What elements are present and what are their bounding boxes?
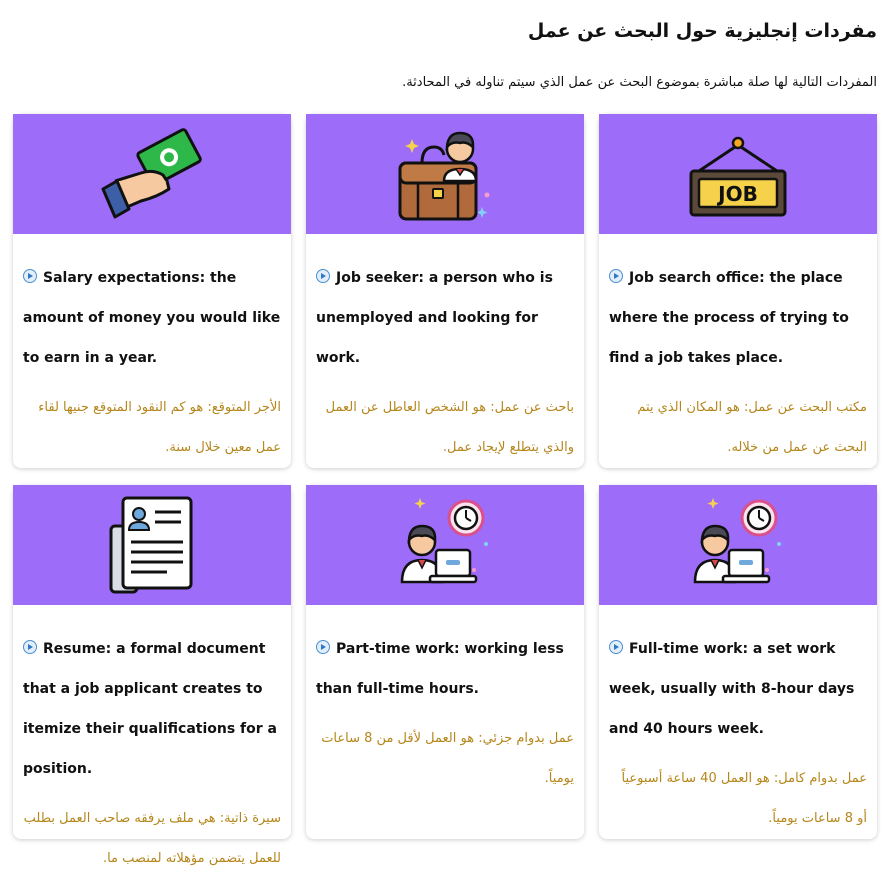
arabic-definition: عمل بدوام جزئي: هو العمل لأقل من 8 ساعات يومياً. [321, 731, 574, 786]
vocab-card [306, 114, 584, 468]
resume-document-icon [97, 490, 207, 600]
card-image [306, 114, 584, 234]
card-image [13, 114, 291, 234]
arabic-definition: باحث عن عمل: هو الشخص العاطل عن العمل والذي يتطلع لإيجاد عمل. [325, 400, 574, 455]
vocab-card [599, 114, 877, 468]
page-title: مفردات إنجليزية حول البحث عن عمل [527, 20, 877, 42]
vocab-card [599, 485, 877, 839]
job-sign-icon [683, 119, 793, 229]
play-audio-icon[interactable] [23, 269, 37, 283]
card-image [599, 114, 877, 234]
card-image [306, 485, 584, 605]
play-audio-icon[interactable] [609, 640, 623, 654]
english-definition: Job seeker: a person who is unemployed and looking for work. [316, 270, 553, 366]
card-image [599, 485, 877, 605]
intro-text: المفردات التالية لها صلة مباشرة بموضوع البحث عن عمل الذي سيتم تناوله في المحادثة. [402, 75, 877, 90]
english-definition: Resume: a formal document that a job applicant creates to itemize their qualifications for a position. [23, 641, 277, 777]
english-definition: Salary expectations: the amount of money you would like to earn in a year. [23, 270, 281, 366]
card-image [13, 485, 291, 605]
play-audio-icon[interactable] [609, 269, 623, 283]
arabic-definition: مكتب البحث عن عمل: هو المكان الذي يتم البحث عن عمل من خلاله. [637, 400, 867, 455]
worker-clock-laptop-icon [683, 490, 793, 600]
vocab-card [13, 114, 291, 468]
vocab-card [306, 485, 584, 839]
svg-text:JOB: JOB [718, 182, 758, 206]
english-definition: Part-time work: working less than full-time hours. [316, 641, 564, 697]
vocabulary-grid [13, 114, 877, 866]
play-audio-icon[interactable] [316, 640, 330, 654]
english-definition: Job search office: the place where the process of trying to find a job takes place. [609, 270, 849, 366]
arabic-definition: عمل بدوام كامل: هو العمل 40 ساعة أسبوعياً أو 8 ساعات يومياً. [621, 771, 867, 826]
english-definition: Full-time work: a set work week, usually with 8-hour days and 40 hours week. [609, 641, 855, 737]
arabic-definition: الأجر المتوقع: هو كم النقود المتوقع جنيها لقاء عمل معين خلال سنة. [38, 400, 281, 455]
play-audio-icon[interactable] [23, 640, 37, 654]
play-audio-icon[interactable] [316, 269, 330, 283]
vocab-card [13, 485, 291, 866]
money-hand-icon [97, 119, 207, 229]
briefcase-person-icon [390, 119, 500, 229]
worker-clock-laptop-icon [390, 490, 500, 600]
arabic-definition: سيرة ذاتية: هي ملف يرفقه صاحب العمل بطلب للعمل يتضمن مؤهلاته لمنصب ما. [23, 811, 281, 866]
